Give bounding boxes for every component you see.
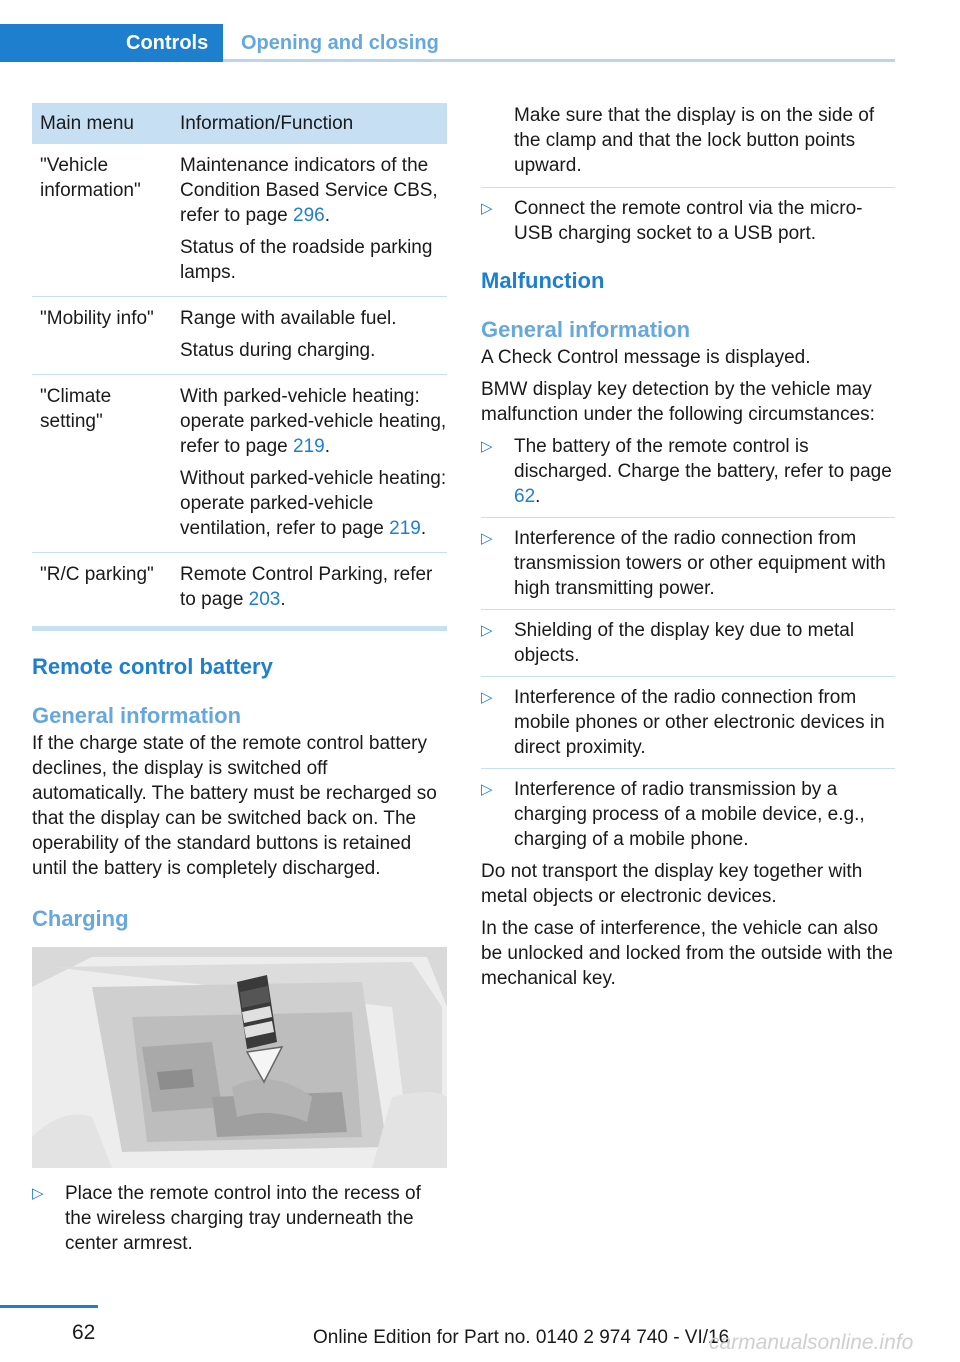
menu-cell: "Vehicle information" — [32, 144, 172, 297]
info-tail: . — [280, 589, 286, 610]
list-item — [481, 677, 895, 769]
info-text: Maintenance indicators of the Condition Based Service CBS, refer to page — [180, 155, 438, 226]
triangle-bullet-icon: ▷ — [481, 622, 493, 639]
heading-charging: Charging — [32, 906, 129, 931]
info-paragraph — [180, 384, 447, 459]
list-item — [32, 1181, 447, 1256]
triangle-bullet-icon: ▷ — [481, 781, 493, 798]
table-bottom-rule — [32, 626, 447, 631]
right-column — [481, 103, 895, 991]
info-paragraph — [180, 153, 447, 228]
list-item-text: Interference of the radio connection from mobile phones or other electronic devices in direct proximity. — [514, 687, 885, 758]
list-item-text: Shielding of the display key due to metal objects. — [514, 620, 855, 666]
info-cell — [172, 553, 447, 627]
edition-text: Online Edition for Part no. 0140 2 974 740 - VI/16 — [313, 1327, 730, 1348]
list-item — [481, 518, 895, 610]
malfunction-message-text: A Check Control message is displayed. — [481, 347, 811, 368]
info-cell — [172, 144, 447, 297]
transport-warning-text: Do not transport the display key together with metal objects or electronic devices. — [481, 861, 863, 907]
info-paragraph — [180, 466, 447, 541]
list-item — [481, 196, 895, 246]
menu-cell: "Mobility info" — [32, 297, 172, 375]
info-tail: . — [324, 436, 331, 457]
chapter-tab-opening-closing[interactable]: Opening and closing — [223, 24, 895, 62]
page-number: 62 — [72, 1321, 96, 1344]
triangle-bullet-icon: ▷ — [481, 689, 493, 706]
list-item-text: Connect the remote control via the micro-USB charging socket to a USB port. — [514, 198, 863, 244]
info-tail: . — [324, 205, 331, 226]
page-number-bar — [0, 1305, 98, 1308]
charging-tray-illustration — [32, 947, 447, 1168]
heading-general-information: General information — [481, 317, 691, 342]
general-information-text: If the charge state of the remote control battery declines, the display is switched off automatically. The battery must be recharged so that the display can be switched back on. The operability of the standard buttons is retained until the battery is completely discharged. — [32, 733, 437, 879]
heading-malfunction: Malfunction — [481, 268, 605, 293]
circumstances-list — [481, 434, 895, 852]
list-item — [481, 434, 895, 518]
page-link[interactable]: 296 — [293, 205, 325, 226]
section-tab-controls[interactable]: Controls — [0, 24, 223, 62]
table-row — [32, 144, 447, 297]
info-paragraph: Status during charging. — [180, 340, 376, 361]
info-tail: . — [420, 518, 427, 539]
table-row — [32, 375, 447, 553]
table-row — [32, 297, 447, 375]
heading-remote-control-battery: Remote control battery — [32, 654, 273, 679]
list-item-text: Interference of the radio connection from transmission towers or other equipment with high transmitting power. — [514, 528, 886, 599]
info-paragraph — [180, 562, 447, 612]
info-text: Remote Control Parking, refer to page — [180, 564, 433, 610]
page-link[interactable]: 62 — [514, 486, 536, 507]
list-item-text: Place the remote control into the recess of the wireless charging tray underneath the center armrest. — [65, 1183, 421, 1254]
header-information-function: Information/Function — [172, 103, 447, 144]
menu-cell: "R/C parking" — [40, 564, 154, 585]
triangle-bullet-icon: ▷ — [481, 200, 493, 217]
table-row — [32, 553, 447, 627]
heading-general-information: General information — [32, 703, 242, 728]
list-item — [481, 769, 895, 852]
page-link[interactable]: 203 — [248, 589, 281, 610]
main-menu-table — [32, 103, 447, 626]
list-item-text: Make sure that the display is on the side of the clamp and that the lock button points upward. — [514, 105, 875, 176]
page-header — [0, 0, 960, 62]
info-text: With parked-vehicle heating: operate parked-vehicle heating, refer to page — [180, 386, 447, 457]
page-link[interactable]: 219 — [293, 436, 325, 457]
left-column — [32, 103, 447, 1256]
triangle-bullet-icon: ▷ — [481, 530, 493, 547]
info-cell — [172, 297, 447, 375]
info-paragraph: Status of the roadside parking lamps. — [180, 237, 433, 283]
list-item-tail: . — [535, 486, 541, 507]
malfunction-circumstances-text: BMW display key detection by the vehicle may malfunction under the following circumstances: — [481, 379, 875, 425]
triangle-bullet-icon: ▷ — [481, 438, 493, 455]
triangle-bullet-icon: ▷ — [32, 1185, 44, 1202]
list-item-continuation — [481, 103, 895, 188]
list-item-text: The battery of the remote control is discharged. Charge the battery, refer to page — [514, 436, 892, 482]
header-main-menu: Main menu — [32, 103, 172, 144]
mechanical-key-text: In the case of interference, the vehicle can also be unlocked and locked from the outside with the mechanical key. — [481, 918, 893, 989]
list-item-text: Interference of radio transmission by a charging process of a mobile device, e.g., charging of a mobile phone. — [514, 779, 865, 850]
list-item — [481, 610, 895, 677]
info-paragraph: Range with available fuel. — [180, 308, 397, 329]
watermark: carmanualsonline.info — [709, 1331, 914, 1354]
header-divider — [223, 59, 895, 62]
menu-cell: "Climate setting" — [32, 375, 172, 553]
info-text: Without parked-vehicle heating: operate parked-vehicle ventilation, refer to page — [180, 468, 447, 539]
info-cell — [172, 375, 447, 553]
table-header-row — [32, 103, 447, 144]
page-link[interactable]: 219 — [389, 518, 421, 539]
